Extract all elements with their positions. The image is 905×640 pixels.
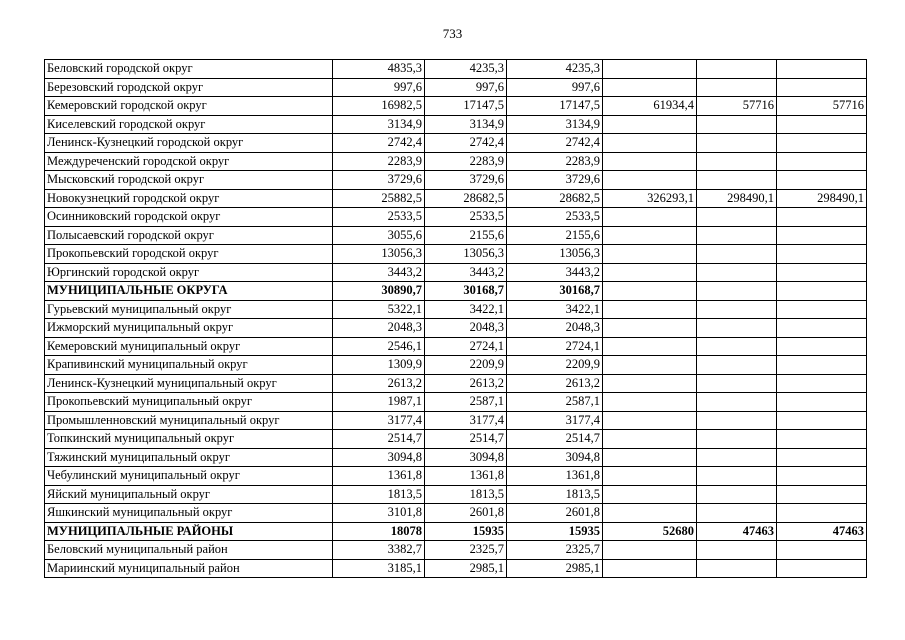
table-row xyxy=(45,319,867,338)
value-cell xyxy=(603,393,697,412)
value-cell xyxy=(777,504,867,523)
value-cell: 997,6 xyxy=(507,78,603,97)
value-cell: 13056,3 xyxy=(425,245,507,264)
value-cell xyxy=(777,356,867,375)
value-cell: 2283,9 xyxy=(333,152,425,171)
value-cell xyxy=(603,541,697,560)
value-cell: 2724,1 xyxy=(425,337,507,356)
row-name-cell: Топкинский муниципальный округ xyxy=(45,430,333,449)
value-cell xyxy=(777,152,867,171)
row-name-cell: Ленинск-Кузнецкий муниципальный округ xyxy=(45,374,333,393)
value-cell: 997,6 xyxy=(425,78,507,97)
value-cell: 13056,3 xyxy=(507,245,603,264)
value-cell: 2985,1 xyxy=(425,559,507,578)
value-cell xyxy=(777,171,867,190)
value-cell: 3443,2 xyxy=(333,263,425,282)
value-cell: 1361,8 xyxy=(425,467,507,486)
value-cell: 2601,8 xyxy=(507,504,603,523)
value-cell xyxy=(603,171,697,190)
value-cell: 2613,2 xyxy=(507,374,603,393)
value-cell: 25882,5 xyxy=(333,189,425,208)
value-cell: 13056,3 xyxy=(333,245,425,264)
value-cell: 61934,4 xyxy=(603,97,697,116)
value-cell: 1813,5 xyxy=(333,485,425,504)
table-row xyxy=(45,541,867,560)
value-cell: 2742,4 xyxy=(333,134,425,153)
value-cell xyxy=(603,337,697,356)
value-cell: 57716 xyxy=(697,97,777,116)
value-cell xyxy=(603,245,697,264)
section-header-row xyxy=(45,522,867,541)
value-cell xyxy=(777,411,867,430)
value-cell: 17147,5 xyxy=(425,97,507,116)
row-name-cell: Прокопьевский муниципальный округ xyxy=(45,393,333,412)
value-cell: 2514,7 xyxy=(507,430,603,449)
value-cell xyxy=(777,430,867,449)
value-cell xyxy=(697,541,777,560)
value-cell xyxy=(697,171,777,190)
value-cell: 3094,8 xyxy=(507,448,603,467)
value-cell: 2283,9 xyxy=(425,152,507,171)
value-cell xyxy=(777,300,867,319)
row-name-cell: Гурьевский муниципальный округ xyxy=(45,300,333,319)
table-row xyxy=(45,374,867,393)
row-name-cell: Чебулинский муниципальный округ xyxy=(45,467,333,486)
table-row xyxy=(45,504,867,523)
value-cell: 3094,8 xyxy=(333,448,425,467)
value-cell: 2514,7 xyxy=(333,430,425,449)
table-body xyxy=(45,60,867,578)
value-cell xyxy=(603,430,697,449)
budget-table xyxy=(44,59,867,578)
table-row xyxy=(45,485,867,504)
table-row xyxy=(45,337,867,356)
value-cell xyxy=(603,134,697,153)
value-cell xyxy=(697,245,777,264)
value-cell: 2613,2 xyxy=(333,374,425,393)
value-cell: 3729,6 xyxy=(507,171,603,190)
value-cell xyxy=(777,393,867,412)
value-cell: 2283,9 xyxy=(507,152,603,171)
value-cell: 298490,1 xyxy=(777,189,867,208)
value-cell: 2742,4 xyxy=(507,134,603,153)
value-cell xyxy=(777,282,867,301)
value-cell: 16982,5 xyxy=(333,97,425,116)
value-cell: 298490,1 xyxy=(697,189,777,208)
value-cell xyxy=(777,374,867,393)
value-cell xyxy=(697,467,777,486)
value-cell: 2209,9 xyxy=(425,356,507,375)
row-name-cell: Беловский городской округ xyxy=(45,60,333,79)
value-cell: 3055,6 xyxy=(333,226,425,245)
value-cell xyxy=(697,504,777,523)
table-row xyxy=(45,411,867,430)
value-cell: 3443,2 xyxy=(425,263,507,282)
value-cell xyxy=(697,319,777,338)
row-name-cell: Беловский муниципальный район xyxy=(45,541,333,560)
value-cell: 3729,6 xyxy=(425,171,507,190)
row-name-cell: Яйский муниципальный округ xyxy=(45,485,333,504)
value-cell: 2613,2 xyxy=(425,374,507,393)
value-cell xyxy=(697,208,777,227)
value-cell xyxy=(777,115,867,134)
value-cell: 2209,9 xyxy=(507,356,603,375)
value-cell xyxy=(603,300,697,319)
value-cell: 2724,1 xyxy=(507,337,603,356)
row-name-cell: Мариинский муниципальный район xyxy=(45,559,333,578)
value-cell xyxy=(697,430,777,449)
value-cell: 28682,5 xyxy=(425,189,507,208)
value-cell: 2533,5 xyxy=(507,208,603,227)
value-cell xyxy=(697,393,777,412)
value-cell xyxy=(697,300,777,319)
value-cell: 3101,8 xyxy=(333,504,425,523)
row-name-cell: Мысковский городской округ xyxy=(45,171,333,190)
value-cell xyxy=(603,208,697,227)
row-name-cell: Ленинск-Кузнецкий городской округ xyxy=(45,134,333,153)
value-cell xyxy=(603,356,697,375)
value-cell: 326293,1 xyxy=(603,189,697,208)
value-cell xyxy=(603,504,697,523)
value-cell xyxy=(603,152,697,171)
table-row xyxy=(45,60,867,79)
value-cell xyxy=(603,282,697,301)
value-cell: 30168,7 xyxy=(507,282,603,301)
value-cell xyxy=(777,337,867,356)
value-cell xyxy=(697,134,777,153)
table-row xyxy=(45,245,867,264)
value-cell xyxy=(777,245,867,264)
value-cell: 3443,2 xyxy=(507,263,603,282)
value-cell: 2048,3 xyxy=(507,319,603,338)
value-cell: 28682,5 xyxy=(507,189,603,208)
row-name-cell: Крапивинский муниципальный округ xyxy=(45,356,333,375)
table-row xyxy=(45,171,867,190)
value-cell: 2587,1 xyxy=(425,393,507,412)
table-row xyxy=(45,300,867,319)
value-cell: 30168,7 xyxy=(425,282,507,301)
value-cell xyxy=(777,485,867,504)
row-name-cell: МУНИЦИПАЛЬНЫЕ ОКРУГА xyxy=(45,282,333,301)
value-cell: 2155,6 xyxy=(425,226,507,245)
table-row xyxy=(45,152,867,171)
value-cell xyxy=(603,448,697,467)
value-cell xyxy=(777,226,867,245)
value-cell: 1813,5 xyxy=(425,485,507,504)
value-cell: 4235,3 xyxy=(507,60,603,79)
value-cell xyxy=(603,60,697,79)
value-cell: 2155,6 xyxy=(507,226,603,245)
value-cell xyxy=(697,60,777,79)
value-cell: 17147,5 xyxy=(507,97,603,116)
row-name-cell: Ижморский муниципальный округ xyxy=(45,319,333,338)
value-cell xyxy=(777,208,867,227)
value-cell xyxy=(697,226,777,245)
value-cell: 3177,4 xyxy=(333,411,425,430)
row-name-cell: Кемеровский городской округ xyxy=(45,97,333,116)
value-cell xyxy=(697,374,777,393)
value-cell xyxy=(697,337,777,356)
value-cell: 3422,1 xyxy=(425,300,507,319)
table-row xyxy=(45,208,867,227)
value-cell: 2546,1 xyxy=(333,337,425,356)
value-cell: 5322,1 xyxy=(333,300,425,319)
value-cell: 3422,1 xyxy=(507,300,603,319)
value-cell xyxy=(777,319,867,338)
table-row xyxy=(45,263,867,282)
value-cell: 3134,9 xyxy=(507,115,603,134)
value-cell: 4235,3 xyxy=(425,60,507,79)
value-cell xyxy=(603,467,697,486)
value-cell: 18078 xyxy=(333,522,425,541)
value-cell xyxy=(603,226,697,245)
row-name-cell: Березовский городской округ xyxy=(45,78,333,97)
value-cell xyxy=(697,115,777,134)
row-name-cell: Полысаевский городской округ xyxy=(45,226,333,245)
table-row xyxy=(45,97,867,116)
row-name-cell: Междуреченский городской округ xyxy=(45,152,333,171)
row-name-cell: Киселевский городской округ xyxy=(45,115,333,134)
value-cell xyxy=(697,448,777,467)
value-cell: 4835,3 xyxy=(333,60,425,79)
value-cell: 2985,1 xyxy=(507,559,603,578)
value-cell xyxy=(697,485,777,504)
value-cell xyxy=(777,60,867,79)
value-cell: 2514,7 xyxy=(425,430,507,449)
value-cell: 2048,3 xyxy=(333,319,425,338)
table-row xyxy=(45,467,867,486)
value-cell: 2742,4 xyxy=(425,134,507,153)
section-header-row xyxy=(45,282,867,301)
value-cell: 3382,7 xyxy=(333,541,425,560)
table-row xyxy=(45,430,867,449)
value-cell xyxy=(697,559,777,578)
value-cell xyxy=(777,559,867,578)
row-name-cell: Прокопьевский городской округ xyxy=(45,245,333,264)
value-cell xyxy=(697,282,777,301)
row-name-cell: Кемеровский муниципальный округ xyxy=(45,337,333,356)
value-cell: 3134,9 xyxy=(333,115,425,134)
value-cell xyxy=(603,485,697,504)
table-row xyxy=(45,559,867,578)
value-cell xyxy=(697,411,777,430)
value-cell: 2533,5 xyxy=(425,208,507,227)
value-cell: 3185,1 xyxy=(333,559,425,578)
value-cell: 3094,8 xyxy=(425,448,507,467)
value-cell: 2048,3 xyxy=(425,319,507,338)
value-cell: 2533,5 xyxy=(333,208,425,227)
value-cell xyxy=(697,263,777,282)
page-number: 733 xyxy=(442,26,463,41)
table-row xyxy=(45,134,867,153)
value-cell: 3177,4 xyxy=(425,411,507,430)
value-cell: 30890,7 xyxy=(333,282,425,301)
value-cell: 3177,4 xyxy=(507,411,603,430)
table-row xyxy=(45,356,867,375)
table-row xyxy=(45,226,867,245)
value-cell: 1361,8 xyxy=(333,467,425,486)
value-cell: 1309,9 xyxy=(333,356,425,375)
value-cell xyxy=(603,115,697,134)
value-cell: 47463 xyxy=(697,522,777,541)
value-cell: 15935 xyxy=(507,522,603,541)
table-row xyxy=(45,115,867,134)
value-cell: 57716 xyxy=(777,97,867,116)
value-cell xyxy=(777,263,867,282)
value-cell: 15935 xyxy=(425,522,507,541)
row-name-cell: Яшкинский муниципальный округ xyxy=(45,504,333,523)
value-cell xyxy=(697,152,777,171)
value-cell: 1361,8 xyxy=(507,467,603,486)
value-cell xyxy=(777,467,867,486)
value-cell: 1987,1 xyxy=(333,393,425,412)
value-cell: 2587,1 xyxy=(507,393,603,412)
value-cell: 2325,7 xyxy=(425,541,507,560)
value-cell: 997,6 xyxy=(333,78,425,97)
value-cell: 52680 xyxy=(603,522,697,541)
value-cell xyxy=(603,374,697,393)
value-cell: 1813,5 xyxy=(507,485,603,504)
value-cell xyxy=(777,134,867,153)
row-name-cell: Промышленновский муниципальный округ xyxy=(45,411,333,430)
value-cell xyxy=(777,448,867,467)
value-cell: 3134,9 xyxy=(425,115,507,134)
value-cell: 3729,6 xyxy=(333,171,425,190)
value-cell xyxy=(603,78,697,97)
table-row xyxy=(45,189,867,208)
row-name-cell: Тяжинский муниципальный округ xyxy=(45,448,333,467)
table-row xyxy=(45,78,867,97)
row-name-cell: Юргинский городской округ xyxy=(45,263,333,282)
value-cell: 2325,7 xyxy=(507,541,603,560)
value-cell xyxy=(777,541,867,560)
table-row xyxy=(45,393,867,412)
value-cell xyxy=(697,356,777,375)
row-name-cell: Новокузнецкий городской округ xyxy=(45,189,333,208)
value-cell xyxy=(697,78,777,97)
value-cell: 2601,8 xyxy=(425,504,507,523)
value-cell xyxy=(603,411,697,430)
table-row xyxy=(45,448,867,467)
row-name-cell: Осинниковский городской округ xyxy=(45,208,333,227)
value-cell xyxy=(603,559,697,578)
value-cell xyxy=(603,319,697,338)
value-cell xyxy=(777,78,867,97)
row-name-cell: МУНИЦИПАЛЬНЫЕ РАЙОНЫ xyxy=(45,522,333,541)
value-cell: 47463 xyxy=(777,522,867,541)
value-cell xyxy=(603,263,697,282)
